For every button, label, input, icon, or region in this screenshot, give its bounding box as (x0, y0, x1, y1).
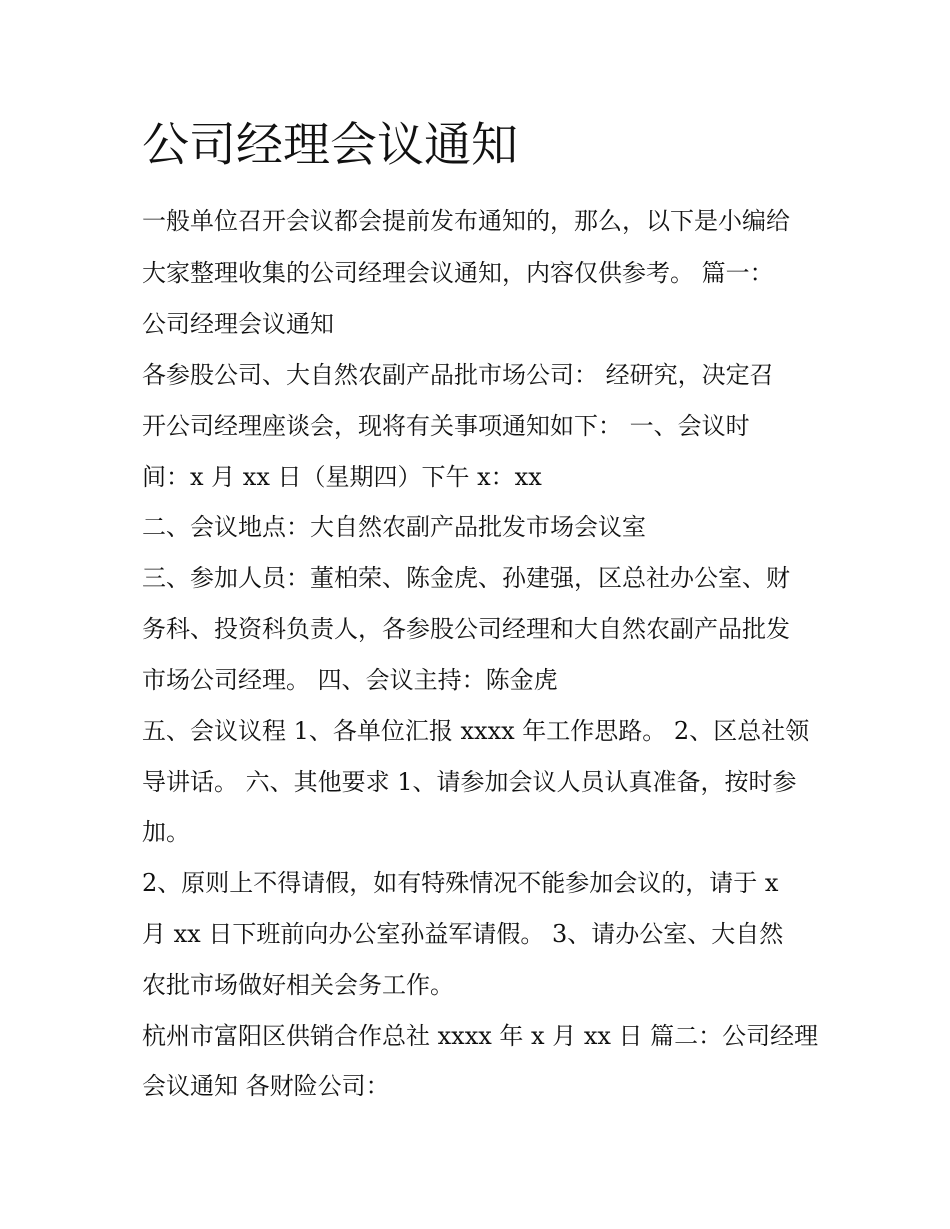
body-line: 农批市场做好相关会务工作。 (142, 971, 454, 999)
body-line: 一般单位召开会议都会提前发布通知的，那么，以下是小编给 (142, 207, 790, 235)
body-line: 加。 (142, 818, 190, 846)
document-title: 公司经理会议通知 (142, 118, 518, 173)
body-line: 五、会议议程 1、各单位汇报 xxxx 年工作思路。 2、区总社领 (142, 717, 810, 745)
body-line: 月 xx 日下班前向办公室孙益军请假。 3、请办公室、大自然 (142, 920, 784, 948)
body-line: 导讲话。 六、其他要求 1、请参加会议人员认真准备，按时参 (142, 768, 797, 796)
body-line: 务科、投资科负责人，各参股公司经理和大自然农副产品批发 (142, 615, 790, 643)
body-line: 二、会议地点：大自然农副产品批发市场会议室 (142, 513, 646, 541)
body-line: 杭州市富阳区供销合作总社 xxxx 年 x 月 xx 日 篇二：公司经理 (142, 1022, 819, 1050)
body-line: 大家整理收集的公司经理会议通知，内容仅供参考。 篇一： (142, 259, 774, 287)
body-line: 各参股公司、大自然农副产品批市场公司： 经研究，决定召 (142, 361, 774, 389)
body-line: 开公司经理座谈会，现将有关事项通知如下： 一、会议时 (142, 412, 750, 440)
body-line: 会议通知 各财险公司： (142, 1072, 390, 1100)
body-line: 公司经理会议通知 (142, 310, 334, 338)
body-line: 间：x 月 xx 日（星期四）下午 x：xx (142, 463, 542, 491)
body-line: 市场公司经理。 四、会议主持：陈金虎 (142, 666, 558, 694)
body-line: 2、原则上不得请假，如有特殊情况不能参加会议的，请于 x (142, 869, 779, 897)
body-line: 三、参加人员：董柏荣、陈金虎、孙建强，区总社办公室、财 (142, 564, 790, 592)
